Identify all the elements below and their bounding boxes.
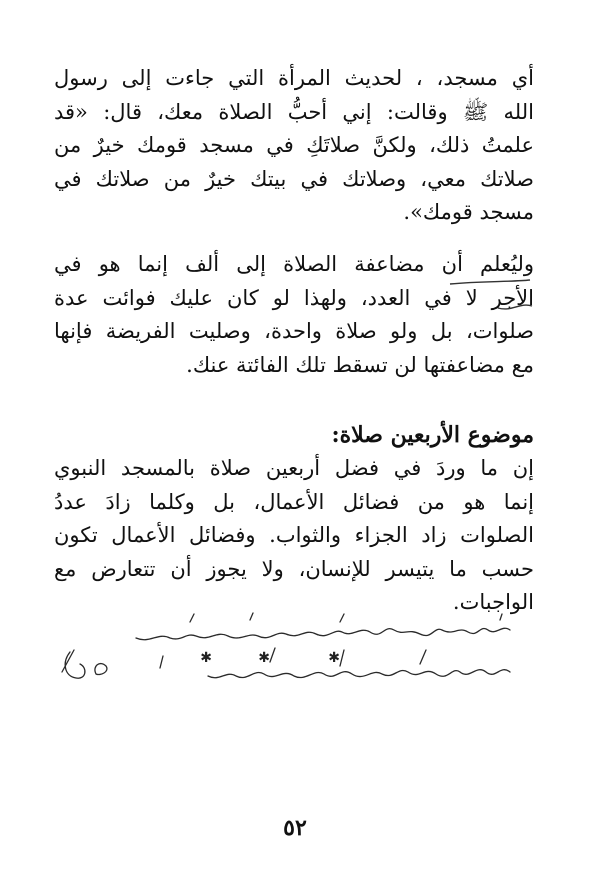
pen-underline-mark [440, 276, 540, 316]
text-line: وليُعلم أن مضاعفة الصلاة إلى ألف إنما هو في [54, 252, 534, 276]
text-line: صلاتك معي، وصلاتك في بيتك خيرٌ من صلاتك في [54, 166, 534, 191]
text-line: الأجر لا في العدد، ولهذا لو كان عليك فوائت عدة [54, 285, 534, 310]
section-heading: موضوع الأربعين صلاة: [331, 422, 534, 448]
asterisk: ✱ [328, 650, 340, 666]
text-line: إن ما وردَ في فضل أربعين صلاة بالمسجد النبوي [54, 456, 534, 480]
text-line: إنما هو من فضائل الأعمال، بل وكلما زادَ عددُ [54, 489, 534, 514]
page-number: ٥٢ [283, 815, 307, 841]
text-line: صلوات، بل ولو صلاة واحدة، وصليت الفريضة فإنها [54, 319, 534, 343]
asterisk: ✱ [258, 650, 270, 666]
text-line: حسب ما يتيسر للإنسان، ولا يجوز أن تتعارض مع [54, 556, 534, 581]
handwritten-note [40, 612, 520, 722]
text-line: علمتُ ذلك، ولكنَّ صلاتَكِ في مسجد قومك خيرٌ من [54, 133, 534, 157]
paragraph-forty-prayers [54, 452, 534, 620]
text-line: مسجد قومك». [403, 200, 534, 224]
text-line: الصلوات زاد الجزاء والثواب. وفضائل الأعمال تكون [54, 523, 534, 547]
text-line: أي مسجد، ، لحديث المرأة التي جاءت إلى رسول [54, 66, 534, 90]
paragraph-hadith [54, 62, 534, 230]
text-line: الواجبات. [452, 590, 534, 614]
asterisk: ✱ [200, 650, 212, 666]
text-line: الله ﷺ وقالت: إني أحبُّ الصلاة معك، قال: «قد [54, 99, 534, 124]
text-line: مع مضاعفتها لن تسقط تلك الفائتة عنك. [186, 352, 534, 377]
